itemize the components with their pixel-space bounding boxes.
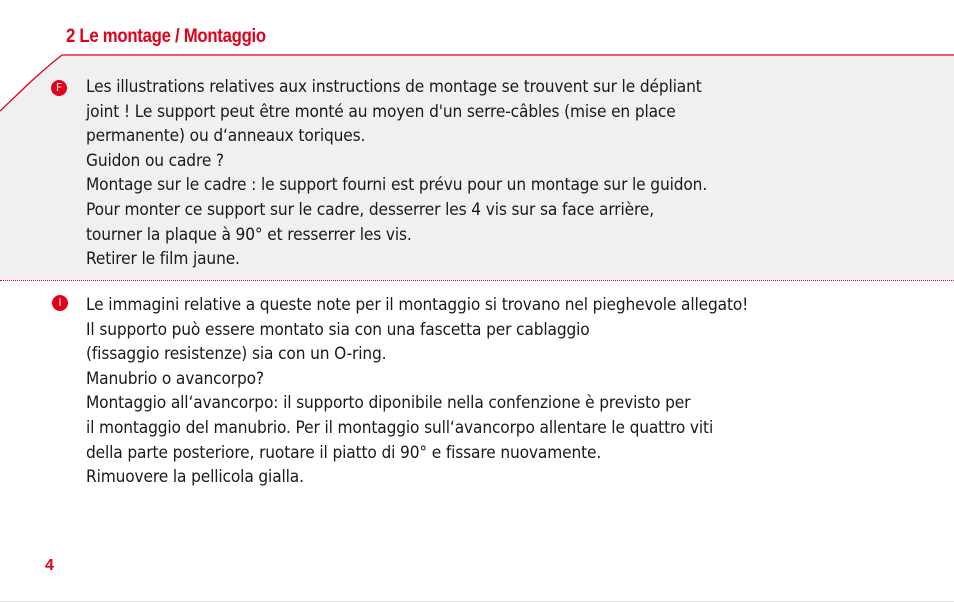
text-line: Montage sur le cadre : le support fourni est prévu pour un montage sur le guidon.: [86, 175, 708, 195]
text-line: Retirer le film jaune.: [86, 249, 240, 269]
text-line: Manubrio o avancorpo?: [86, 368, 264, 388]
text-line: Montaggio all‘avancorpo: il supporto diponibile nella confenzione è previsto per: [86, 393, 691, 413]
italian-instructions: [86, 293, 906, 490]
text-line: Le immagini relative a queste note per il montaggio si trovano nel pieghevole allegato!: [86, 295, 749, 314]
text-line: Rimuovere la pellicola gialla.: [86, 467, 304, 487]
text-line: della parte posteriore, ruotare il piatto di 90° e fissare nuovamente.: [86, 442, 602, 462]
text-line: (fissaggio resistenze) sia con un O-ring.: [86, 344, 387, 364]
section-title: 2 Le montage / Montaggio: [66, 26, 266, 47]
text-line: il montaggio del manubrio. Per il montaggio sull‘avancorpo allentare le quattro viti: [86, 417, 714, 437]
text-line: Les illustrations relatives aux instructions de montage se trouvent sur le dépliant: [86, 77, 702, 96]
text-line: joint ! Le support peut être monté au moyen d'un serre-câbles (mise en place: [86, 101, 676, 121]
language-badge-french: F: [51, 80, 67, 96]
french-instructions: [86, 75, 906, 272]
dotted-divider: [0, 280, 954, 281]
text-line: permanente) ou d‘anneaux toriques.: [86, 126, 366, 146]
text-line: Pour monter ce support sur le cadre, desserrer les 4 vis sur sa face arrière,: [86, 199, 654, 219]
text-line: tourner la plaque à 90° et resserrer les vis.: [86, 224, 412, 244]
language-badge-italian: I: [52, 295, 68, 311]
text-line: Guidon ou cadre ?: [86, 150, 224, 170]
page-number: 4: [45, 557, 54, 574]
bottom-rule: [0, 601, 954, 602]
text-line: Il supporto può essere montato sia con una fascetta per cablaggio: [86, 319, 590, 339]
